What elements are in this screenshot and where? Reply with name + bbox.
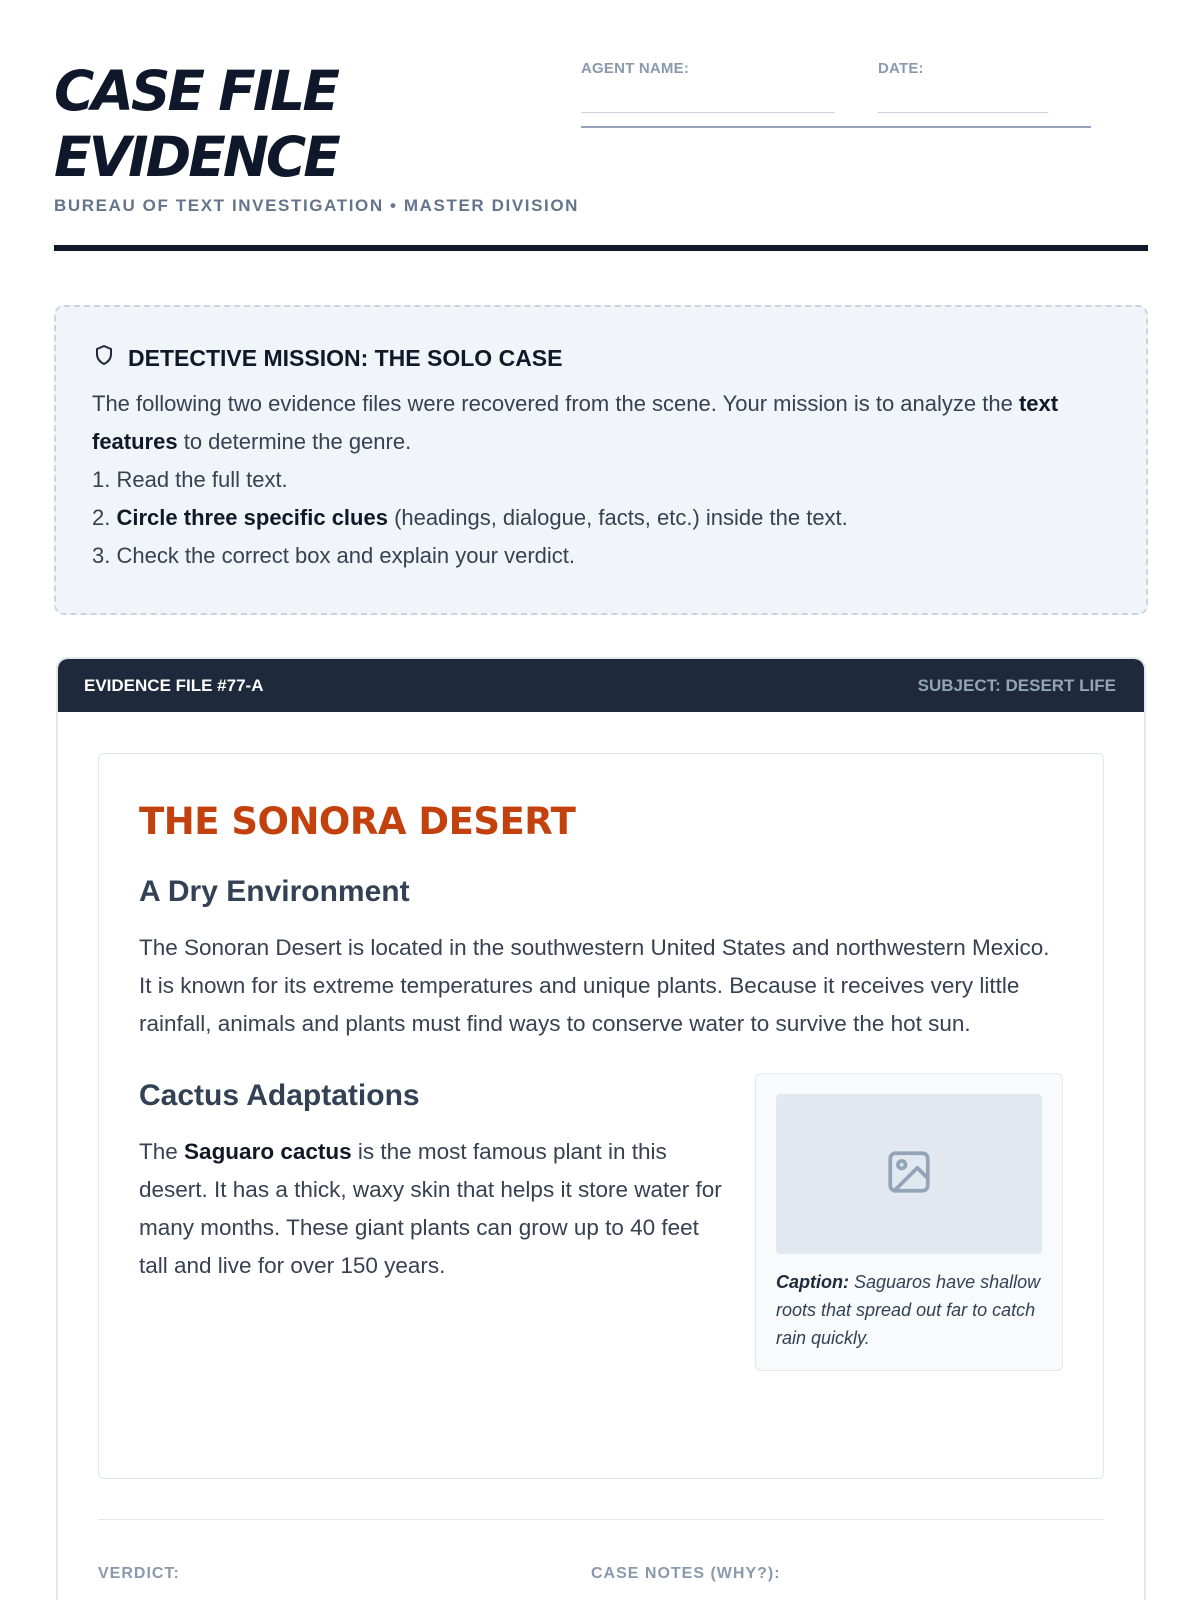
shield-icon <box>92 343 116 373</box>
page-header <box>54 58 1148 190</box>
date-label: DATE: <box>878 60 924 77</box>
mission-step-1: 1. Read the full text. <box>92 467 288 492</box>
date-field[interactable] <box>878 60 924 77</box>
image-icon <box>884 1147 934 1202</box>
figure-caption <box>776 1268 1042 1352</box>
mission-intro <box>92 385 1112 461</box>
cactus-section <box>139 1079 1063 1348</box>
header-field-underline <box>581 126 1091 128</box>
mission-box <box>54 305 1148 615</box>
agent-name-field[interactable] <box>581 60 689 77</box>
cactus-text-start: The <box>139 1139 178 1164</box>
date-line <box>878 112 1048 113</box>
mission-step-2 <box>92 499 1112 537</box>
evidence-file-header <box>58 659 1144 712</box>
bureau-subtitle: BUREAU OF TEXT INVESTIGATION • MASTER DIVISION <box>54 196 580 215</box>
figure-placeholder <box>776 1094 1042 1254</box>
case-notes-label: CASE NOTES (WHY?): <box>591 1565 781 1582</box>
step-2-text: (headings, dialogue, facts, etc.) inside the text. <box>394 505 848 530</box>
cactus-text-end: is the most famous plant in this desert. It has a thick, waxy skin that helps it store water for many months. These giant plants can grow up to 40 feet tall and live for over 150 years. <box>139 1139 722 1278</box>
section-text-dry-environment: The Sonoran Desert is located in the southwestern United States and northwestern Mexico. It is known for its extreme temperatures and unique plants. Because it receives very little rainfall, animals and plants must find ways to conserve water to survive the hot sun. <box>139 935 1050 1036</box>
evidence-file-card <box>56 657 1146 1600</box>
page-title <box>54 58 1148 190</box>
verdict-label: VERDICT: <box>98 1565 180 1582</box>
verdict-divider <box>98 1519 1104 1520</box>
document-title: THE SONORA DESERT <box>139 800 576 843</box>
header-rule <box>54 245 1148 251</box>
section-text-cactus-adaptations <box>139 1133 724 1285</box>
mission-intro-bold: text features <box>92 391 1059 454</box>
evidence-file-id: EVIDENCE FILE #77-A <box>84 675 264 695</box>
mission-heading-text: DETECTIVE MISSION: THE SOLO CASE <box>128 344 563 371</box>
step-2-number: 2. <box>92 505 111 530</box>
figure-box <box>755 1073 1063 1371</box>
mission-step-3: 3. Check the correct box and explain your verdict. <box>92 543 576 568</box>
section-heading-dry-environment: A Dry Environment <box>139 875 410 908</box>
mission-intro-end: to determine the genre. <box>183 429 412 454</box>
step-2-bold: Circle three specific clues <box>116 505 388 530</box>
evidence-document <box>98 753 1104 1479</box>
cactus-text-bold: Saguaro cactus <box>184 1139 352 1164</box>
agent-name-line <box>581 112 835 113</box>
caption-label: Caption: <box>776 1272 849 1292</box>
evidence-subject: SUBJECT: DESERT LIFE <box>917 675 1116 695</box>
caption-text: Saguaros have shallow roots that spread out far to catch rain quickly. <box>776 1272 1041 1348</box>
cactus-text-column <box>139 1079 724 1285</box>
mission-intro-text: The following two evidence files were recovered from the scene. Your mission is to analyze the <box>92 391 1013 416</box>
title-line-1: CASE FILE <box>54 59 337 123</box>
mission-heading <box>92 343 1112 373</box>
title-line-2: EVIDENCE <box>54 125 338 189</box>
mission-instructions <box>92 385 1112 575</box>
section-heading-cactus-adaptations: Cactus Adaptations <box>139 1079 420 1112</box>
agent-name-label: AGENT NAME: <box>581 60 690 77</box>
